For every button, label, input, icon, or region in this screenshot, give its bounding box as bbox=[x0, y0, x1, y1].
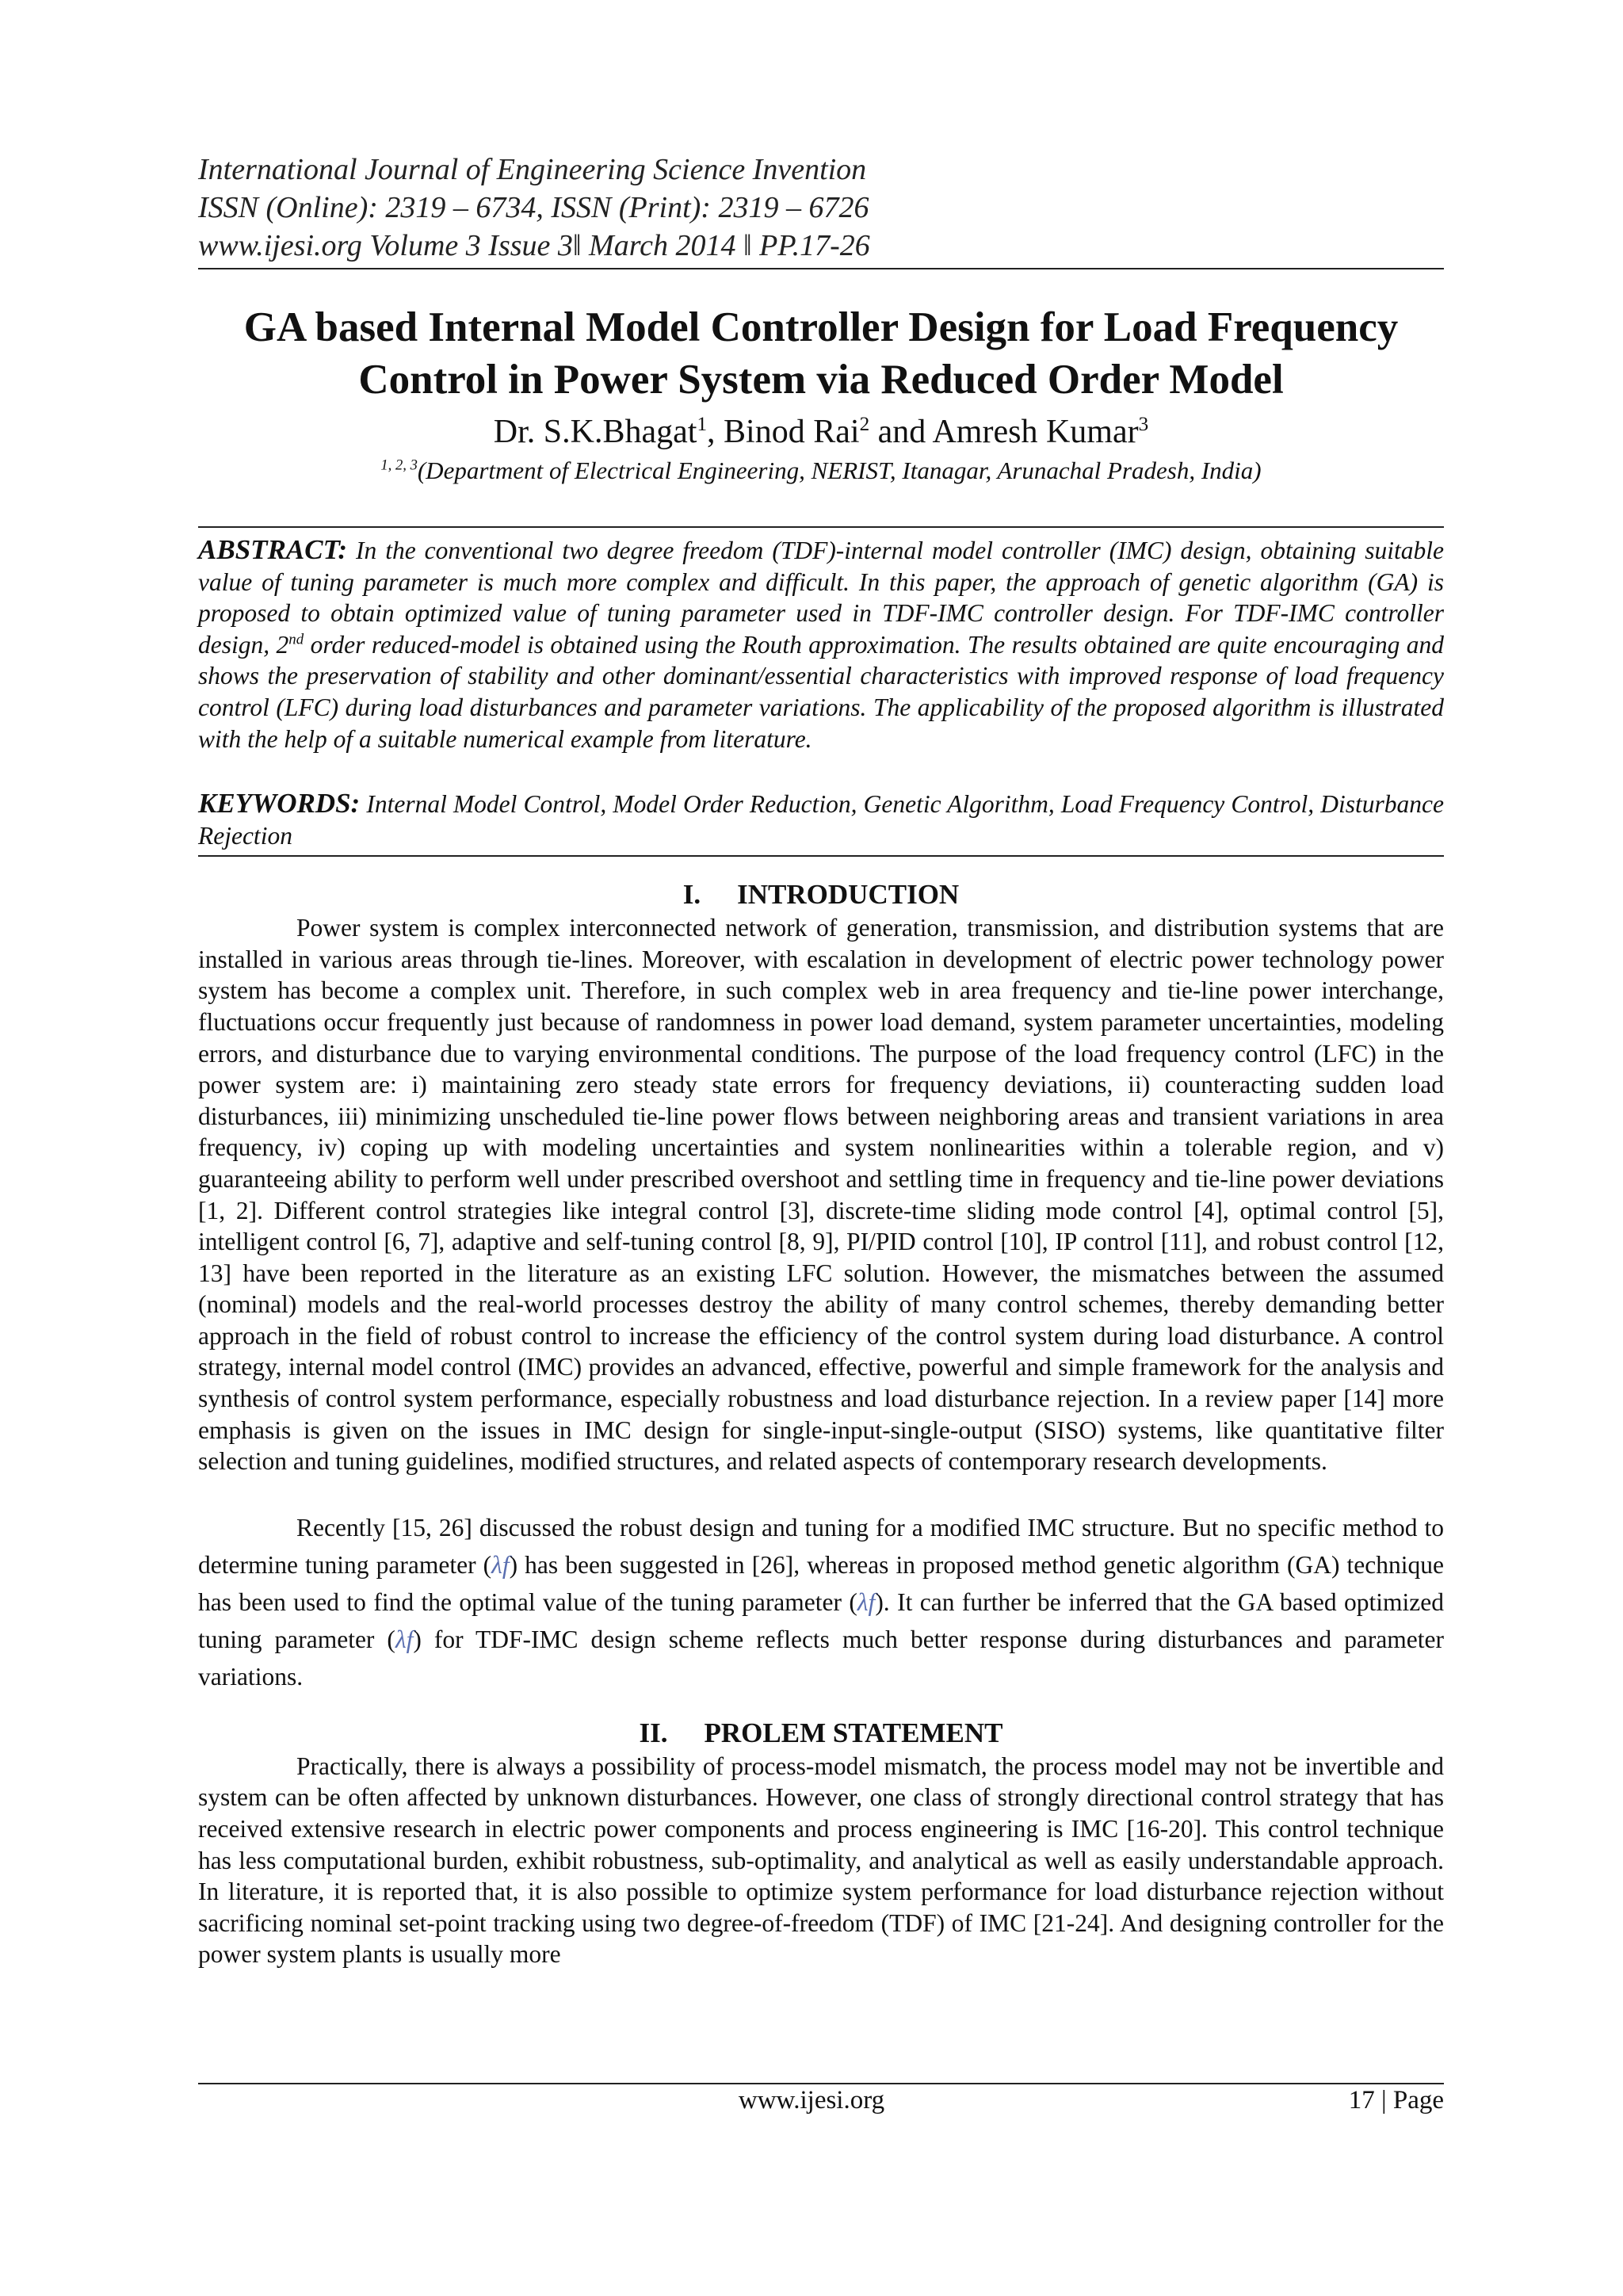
abstract-text-1: In the conventional two degree freedom (TDF)-internal model controller (IMC) design, obtaining suitable value of tuning parameter is much more complex and difficult. In this paper, the approach of genetic algorithm (GA) is proposed to obtain optimized value of tuning parameter used in TDF-IMC controller design. For TDF-IMC controller design, 2 bbox=[198, 537, 1444, 659]
abstract-top-divider bbox=[198, 526, 1444, 528]
abstract-label: ABSTRACT: bbox=[198, 534, 348, 565]
journal-issn: ISSN (Online): 2319 – 6734, ISSN (Print): 2319 – 6726 bbox=[198, 191, 869, 224]
header-divider bbox=[198, 268, 1444, 269]
journal-volume: www.ijesi.org Volume 3 Issue 3‖ March 2014 ‖ PP.17-26 bbox=[198, 229, 870, 262]
section-title: INTRODUCTION bbox=[737, 879, 960, 911]
intro-paragraph-2 bbox=[198, 1509, 1444, 1695]
lambda-symbol: λf bbox=[395, 1625, 414, 1653]
problem-paragraph-1: Practically, there is always a possibility of process-model mismatch, the process model may not be invertible and system can be often affected by unknown disturbances. However, one class of strongly directional control strategy that has received extensive research in electric power components and process engineering is IMC [16-20]. This control technique has less computational burden, exhibit robustness, sub-optimality, and analytical as well as easily understandable approach. In literature, it is reported that, it is also possible to optimize system performance for load disturbance rejection without sacrificing nominal set-point tracking using two degree-of-freedom (TDF) of IMC [21-24]. And designing controller for the power system plants is usually more bbox=[198, 1752, 1444, 1969]
paper-page bbox=[198, 151, 1444, 1970]
keywords-text: Internal Model Control, Model Order Reduction, Genetic Algorithm, Load Frequency Control, Disturbance Rejection bbox=[198, 790, 1444, 850]
keywords-label: KEYWORDS: bbox=[198, 788, 361, 819]
footer-page-number: 17 | Page bbox=[1348, 2086, 1444, 2115]
abstract bbox=[198, 534, 1444, 755]
intro-paragraph-2-text-c: ). It can further be inferred that the GA based optimized tuning parameter ( bbox=[198, 1587, 1444, 1653]
author-1: Dr. S.K.Bhagat bbox=[493, 414, 697, 450]
abstract-text-2: order reduced-model is obtained using the Routh approximation. The results obtained are quite encouraging and shows the preservation of stability and other dominant/essential characteristics with improved response of load frequency control (LFC) during load disturbances and parameter variations. The applicability of the proposed algorithm is illustrated with the help of a suitable numerical example from literature. bbox=[198, 630, 1444, 753]
affiliation bbox=[198, 453, 1444, 488]
section-number: I. bbox=[682, 879, 701, 911]
intro-paragraph-1: Power system is complex interconnected network of generation, transmission, and distribution systems that are installed in various areas through tie-lines. Moreover, with escalation in development of electric power technology power system has become a complex unit. Therefore, in such complex web in area frequency and tie-line power interchange, fluctuations occur frequently just because of randomness in power load demand, system parameter uncertainties, modeling errors, and disturbance due to varying environmental conditions. The purpose of the load frequency control (LFC) in the power system are: i) maintaining zero steady state errors for frequency deviations, ii) counteracting sudden load disturbances, iii) minimizing unscheduled tie-line power flows between neighboring areas and transient variations in area frequency, iv) coping up with modeling uncertainties and system nonlinearities within a tolerable region, and v) guaranteeing ability to perform well under prescribed overshoot and settling time in frequency and tie-line power deviations [1, 2]. Different control strategies like integral control [3], discrete-time sliding mode control [4], optimal control [5], intelligent control [6, 7], adaptive and self-tuning control [8, 9], PI/PID control [10], IP control [11], and robust control [12, 13] have been reported in the literature as an existing LFC solution. However, the mismatches between the assumed (nominal) models and the real-world processes destroy the ability of many control schemes, thereby demanding better approach in the field of robust control to increase the efficiency of the control system during load disturbance. A control strategy, internal model control (IMC) provides an advanced, effective, powerful and simple framework for the analysis and synthesis of control system performance, especially robustness and load disturbance rejection. In a review paper [14] more emphasis is given on the issues in IMC design for single-input-single-output (SISO) systems, like quantitative filter selection and tuning guidelines, modified structures, and related aspects of contemporary research developments. bbox=[198, 914, 1444, 1476]
intro-paragraph-2-text-d: ) for TDF-IMC design scheme reflects much better response during disturbances and parameter variations. bbox=[198, 1625, 1445, 1690]
section-heading-introduction bbox=[198, 877, 1444, 912]
paper-title bbox=[198, 301, 1444, 406]
author-3-sup: 3 bbox=[1138, 414, 1149, 435]
abstract-sup: nd bbox=[288, 631, 304, 648]
author-2-sup: 2 bbox=[859, 414, 870, 435]
section-title: PROLEM STATEMENT bbox=[704, 1717, 1003, 1748]
section-number: II. bbox=[639, 1717, 668, 1748]
affiliation-text: (Department of Electrical Engineering, NERIST, Itanagar, Arunachal Pradesh, India) bbox=[417, 457, 1262, 484]
author-3: and Amresh Kumar bbox=[869, 414, 1139, 450]
paper-title-line-1: GA based Internal Model Controller Design for Load Frequency bbox=[243, 304, 1399, 350]
section-heading-problem-statement bbox=[198, 1716, 1444, 1751]
intro-paragraph-2-text-a: Recently [15, 26] discussed the robust design and tuning for a modified IMC structure. But no specific method to determine tuning parameter ( bbox=[198, 1513, 1444, 1579]
keywords-bottom-divider bbox=[198, 855, 1444, 857]
journal-name: International Journal of Engineering Science Invention bbox=[198, 153, 867, 186]
keywords bbox=[198, 788, 1444, 852]
journal-header bbox=[198, 151, 1444, 269]
paper-title-line-2: Control in Power System via Reduced Order Model bbox=[358, 357, 1284, 403]
lambda-symbol: λf bbox=[857, 1587, 876, 1616]
author-list bbox=[198, 411, 1444, 453]
footer-url: www.ijesi.org bbox=[738, 2086, 885, 2115]
author-2: , Binod Rai bbox=[707, 414, 860, 450]
intro-paragraph-2-text-b: ) has been suggested in [26], whereas in proposed method genetic algorithm (GA) technique has been used to find the optimal value of the tuning parameter ( bbox=[198, 1550, 1444, 1616]
footer-divider bbox=[198, 2083, 1444, 2084]
lambda-symbol: λf bbox=[491, 1550, 510, 1579]
affiliation-sup: 1, 2, 3 bbox=[380, 457, 418, 474]
author-1-sup: 1 bbox=[697, 414, 708, 435]
